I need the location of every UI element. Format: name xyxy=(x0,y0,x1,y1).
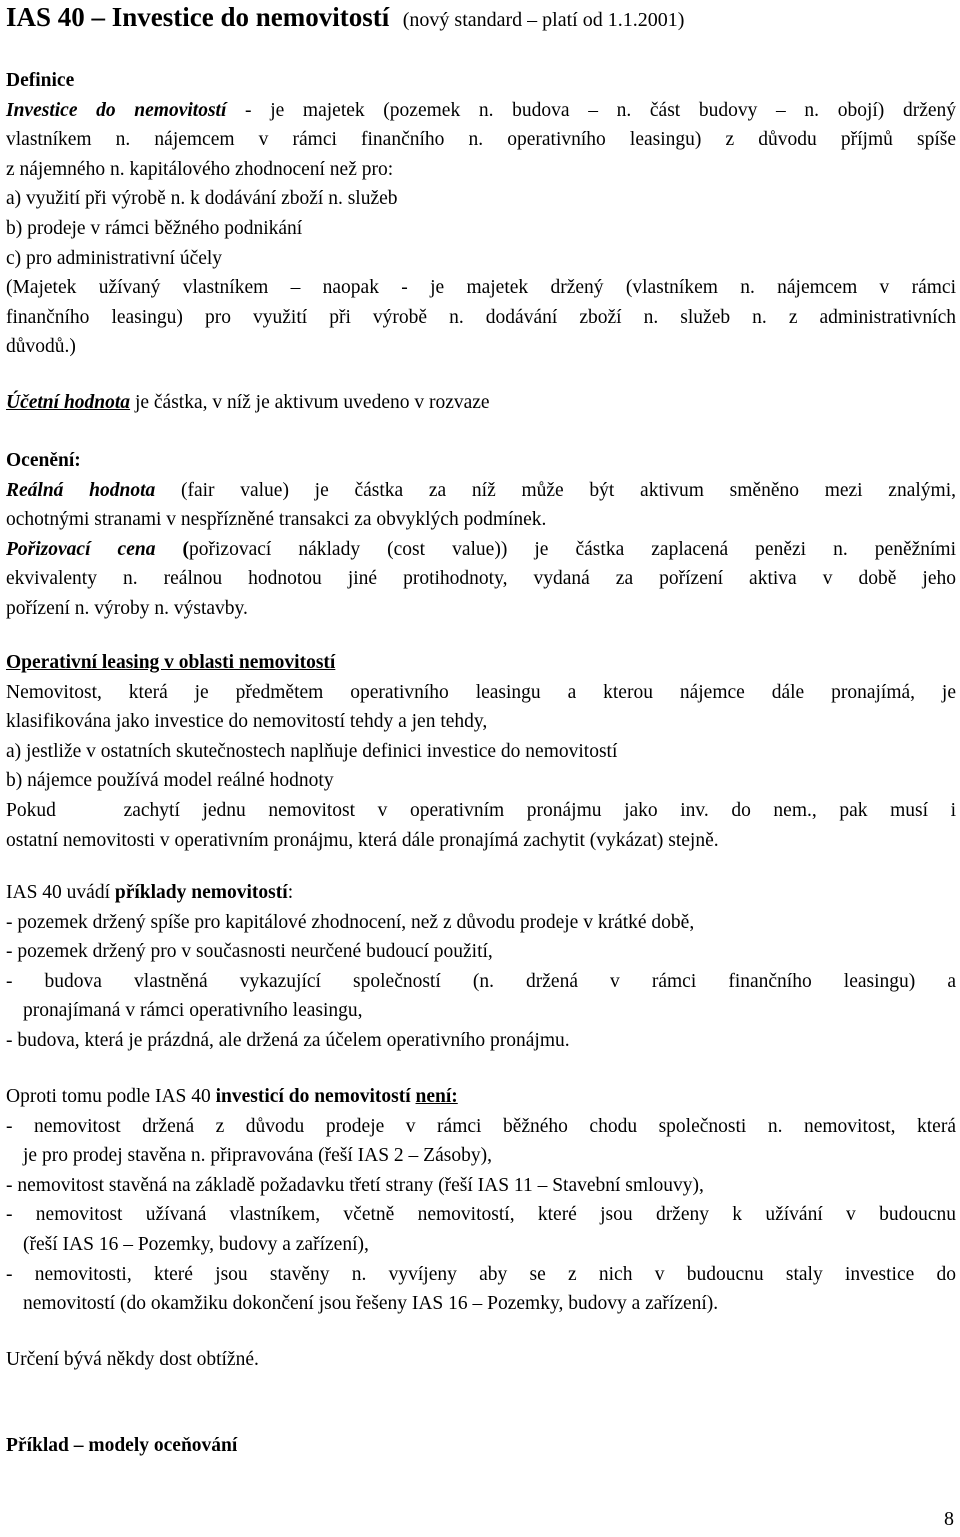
definition-line: Investice do nemovitostí - je majetek (pozemek n. budova – n. část budovy – n. obojí) držený xyxy=(6,99,957,121)
list-item: - nemovitost užívaná vlastníkem, včetně nemovitostí, které jsou drženy k užívání v budoucnu xyxy=(6,1204,956,1226)
definition-line: finančního leasingu) pro využití při výrobě n. dodávání zboží n. služeb n. z administrativních xyxy=(6,306,956,328)
cost-term: Pořizovací cena xyxy=(6,538,156,560)
cost-line: ekvivalenty n. reálnou hodnotou jiné protihodnoty, vydaná za pořízení aktiva v době jeho xyxy=(6,568,956,590)
list-item: - budova vlastněná vykazující společností (n. držená v rámci finančního leasingu) a xyxy=(6,970,956,992)
examples-intro: IAS 40 uvádí příklady nemovitostí: xyxy=(6,882,294,903)
operating-lease-line: Pokud zachytí jednu nemovitost v operativním pronájmu jako inv. do nem., pak musí i xyxy=(6,799,956,821)
valuation-heading: Ocenění: xyxy=(6,450,81,471)
fair-value-term: Reálná hodnota xyxy=(6,479,156,501)
carrying-amount-paragraph: Účetní hodnota je částka, v níž je aktivum uvedeno v rozvaze xyxy=(6,392,490,413)
list-item-continuation: nemovitostí (do okamžiku dokončení jsou řešeny IAS 16 – Pozemky, budovy a zařízení). xyxy=(23,1293,719,1315)
definition-line: (Majetek užívaný vlastníkem – naopak - je majetek držený (vlastníkem n. nájemcem v rámci xyxy=(6,277,956,299)
list-item: - budova, která je prázdná, ale držená za účelem operativního pronájmu. xyxy=(6,1029,570,1051)
list-item: - pozemek držený spíše pro kapitálové zhodnocení, než z důvodu prodeje v krátké době, xyxy=(6,911,695,933)
list-item-continuation: pronajímaná v rámci operativního leasingu, xyxy=(23,1000,363,1022)
list-item: - nemovitost stavěná na základě požadavku třetí strany (řeší IAS 11 – Stavební smlouvy), xyxy=(6,1174,704,1196)
list-item: - nemovitosti, které jsou stavěny n. vyvíjeny aby se z nich v budoucnu staly investice do xyxy=(6,1263,956,1285)
definition-section xyxy=(6,66,956,362)
definition-heading: Definice xyxy=(6,70,75,91)
list-item: a) využití při výrobě n. k dodávání zboží n. služeb xyxy=(6,188,398,210)
operating-lease-line: ostatní nemovitosti v operativním pronájmu, která dále pronajímá zachytit (vykázat) stejně. xyxy=(6,829,719,851)
list-item: c) pro administrativní účely xyxy=(6,247,223,269)
list-item: - nemovitost držená z důvodu prodeje v rámci běžného chodu společnosti n. nemovitost, která xyxy=(6,1115,956,1137)
determination-note: Určení bývá někdy dost obtížné. xyxy=(6,1349,259,1370)
valuation-section xyxy=(6,446,956,624)
definition-line: důvodů.) xyxy=(6,336,76,358)
operating-lease-line: klasifikována jako investice do nemovitostí tehdy a jen tehdy, xyxy=(6,711,488,733)
list-item-continuation: je pro prodej stavěna n. připravována (řeší IAS 2 – Zásoby), xyxy=(23,1145,492,1167)
title-subtitle: (nový standard – platí od 1.1.2001) xyxy=(402,9,685,31)
list-item: - pozemek držený pro v současnosti neurčené budoucí použití, xyxy=(6,941,493,963)
operating-lease-section xyxy=(6,648,956,855)
definition-line: vlastníkem n. nájemcem v rámci finančního n. operativního leasingu) z důvodu příjmů spíše xyxy=(6,129,956,151)
examples-section xyxy=(6,878,956,1056)
list-item: b) prodeje v rámci běžného podnikání xyxy=(6,217,303,239)
operating-lease-heading: Operativní leasing v oblasti nemovitostí xyxy=(6,652,336,673)
list-item: a) jestliže v ostatních skutečnostech naplňuje definici investice do nemovitostí xyxy=(6,740,618,762)
carrying-amount-term: Účetní hodnota xyxy=(6,392,131,413)
exclusions-intro: Oproti tomu podle IAS 40 investicí do nemovitostí není: xyxy=(6,1086,458,1107)
fair-value-line: ochotnými stranami v nespřízněné transakci za obvyklých podmínek. xyxy=(6,509,547,531)
title-main: IAS 40 – Investice do nemovitostí xyxy=(6,2,390,32)
list-item-continuation: (řeší IAS 16 – Pozemky, budovy a zařízení), xyxy=(23,1233,369,1255)
page-number: 8 xyxy=(944,1508,954,1530)
definition-line: z nájemného n. kapitálového zhodnocení než pro: xyxy=(6,158,394,180)
definition-term: Investice do nemovitostí xyxy=(6,99,227,121)
cost-line: Pořizovací cena (pořizovací náklady (cost value)) je částka zaplacená penězi n. peněžními xyxy=(6,538,957,560)
example-heading: Příklad – modely oceňování xyxy=(6,1435,238,1456)
exclusions-section xyxy=(6,1082,956,1319)
list-item: b) nájemce používá model reálné hodnoty xyxy=(6,770,334,792)
page-title xyxy=(6,2,684,33)
fair-value-line: Reálná hodnota (fair value) je částka za níž může být aktivum směněno mezi znalými, xyxy=(6,479,956,501)
operating-lease-line: Nemovitost, která je předmětem operativního leasingu a kterou nájemce dále pronajímá, je xyxy=(6,681,956,703)
cost-line: pořízení n. výroby n. výstavby. xyxy=(6,597,248,619)
